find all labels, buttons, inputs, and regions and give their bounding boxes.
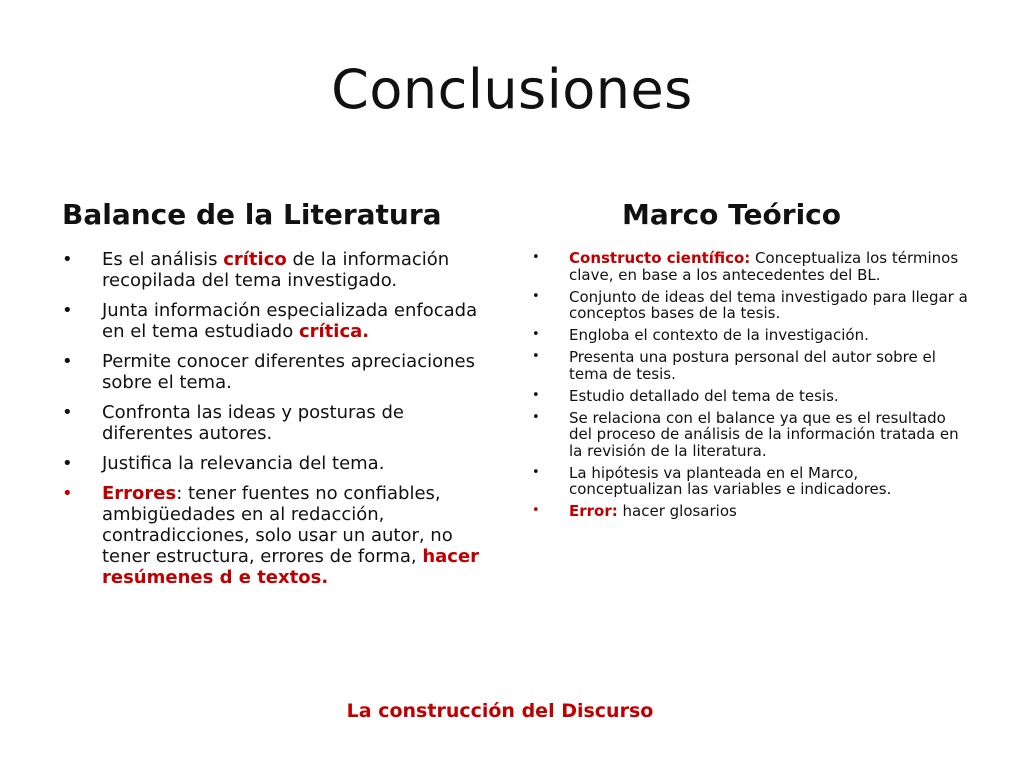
highlighted-text: crítica. xyxy=(298,321,370,342)
highlighted-text: Constructo científico: xyxy=(569,249,751,267)
bullet-text: Permite conocer diferentes apreciaciones sobre el tema. xyxy=(102,351,475,393)
highlighted-text: Errores xyxy=(102,483,177,504)
slide-title: Conclusiones xyxy=(331,58,693,121)
bullet-icon: • xyxy=(62,453,73,474)
marco-bullet-item xyxy=(530,410,970,460)
balance-bullet-item xyxy=(62,300,492,342)
bullet-text: La hipótesis va planteada en el Marco, conceptualizan las variables e indicadores. xyxy=(569,463,892,498)
bullet-icon: • xyxy=(532,409,540,425)
balance-bullet-list xyxy=(62,249,492,597)
bullet-text: Conceptualiza los términos clave, en base a los antecedentes del BL. xyxy=(569,249,959,284)
bullet-text: Conjunto de ideas del tema investigado para llegar a conceptos bases de la tesis. xyxy=(569,287,968,322)
marco-bullet-item xyxy=(530,327,970,344)
bullet-text: Es el análisis xyxy=(102,249,224,270)
bullet-icon: • xyxy=(62,249,73,270)
bullet-icon: • xyxy=(532,349,540,364)
bullet-icon: • xyxy=(62,351,73,372)
footer-caption: La construcción del Discurso xyxy=(346,700,654,722)
bullet-text: Se relaciona con el balance ya que es el resultado del proceso de análisis de la información tratada en la revisión de la literatura. xyxy=(569,408,959,460)
balance-bullet-item xyxy=(62,351,492,393)
marco-bullet-item xyxy=(530,388,970,405)
bullet-text: : tener fuentes no confiables, ambigüedades en al redacción, contradicciones, solo usar un autor, no tener estructura, errores de forma, xyxy=(102,483,453,567)
bullet-icon: • xyxy=(62,300,73,321)
highlighted-text: crítico xyxy=(223,249,287,270)
bullet-icon: • xyxy=(532,250,540,265)
bullet-text: Engloba el contexto de la investigación. xyxy=(569,326,869,344)
bullet-text: Justifica la relevancia del tema. xyxy=(102,453,385,474)
bullet-icon: • xyxy=(532,387,540,403)
bullet-text: hacer glosarios xyxy=(617,502,737,520)
bullet-icon: • xyxy=(62,483,73,504)
marco-bullet-item xyxy=(530,503,970,520)
marco-heading: Marco Teórico xyxy=(622,198,841,231)
bullet-text: Confronta las ideas y posturas de diferentes autores. xyxy=(102,402,405,444)
marco-bullet-item xyxy=(530,349,970,382)
balance-bullet-item xyxy=(62,402,492,444)
bullet-text: Estudio detallado del tema de tesis. xyxy=(569,386,839,405)
highlighted-text: hacer resúmenes d e textos. xyxy=(102,546,480,588)
balance-heading: Balance de la Literatura xyxy=(62,198,442,231)
marco-bullet-item xyxy=(530,250,970,283)
bullet-text: de la información recopilada del tema investigado. xyxy=(102,249,450,291)
marco-bullet-item xyxy=(530,289,970,322)
marco-bullet-item xyxy=(530,465,970,498)
bullet-icon: • xyxy=(532,464,540,480)
bullet-text: Junta información especializada enfocada en el tema estudiado xyxy=(102,300,478,342)
bullet-icon: • xyxy=(532,288,540,304)
bullet-text: Presenta una postura personal del autor sobre el tema de tesis. xyxy=(569,348,936,383)
bullet-icon: • xyxy=(532,327,540,342)
bullet-icon: • xyxy=(532,503,540,518)
balance-bullet-item xyxy=(62,453,492,474)
bullet-icon: • xyxy=(62,402,73,423)
balance-bullet-item xyxy=(62,249,492,291)
balance-bullet-item xyxy=(62,483,492,588)
marco-bullet-list xyxy=(530,250,970,525)
highlighted-text: Error: xyxy=(569,502,618,520)
